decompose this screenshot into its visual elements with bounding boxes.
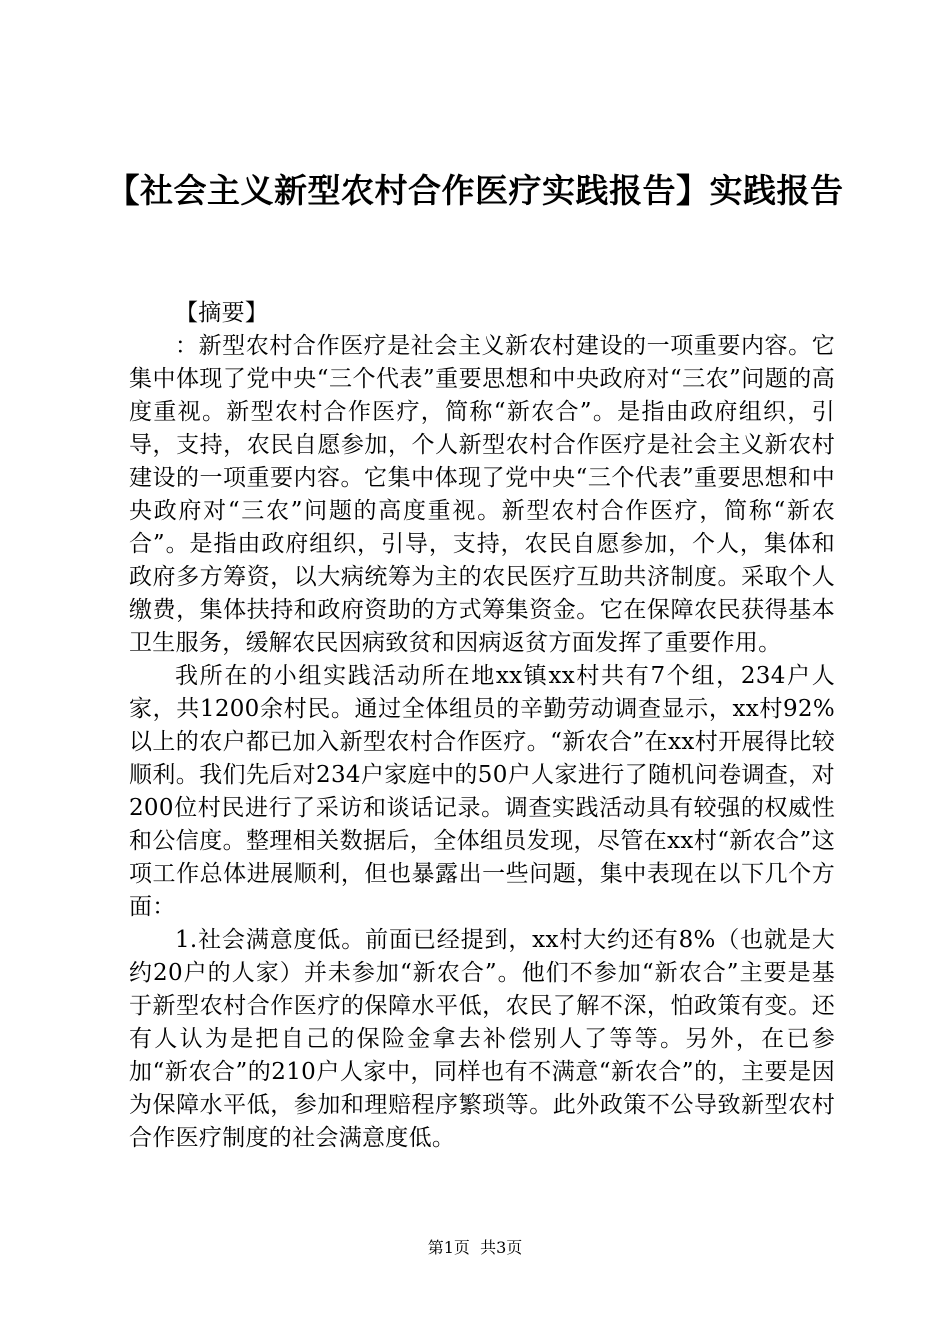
abstract-paragraph: ：新型农村合作医疗是社会主义新农村建设的一项重要内容。它集中体现了党中央“三个代表”重要思想和中央政府对“三农”问题的高度重视。新型农村合作医疗，简称“新农合”。是指由政府组织，引导，支持，农民自愿参加，个人新型农村合作医疗是社会主义新农村建设的一项重要内容。它集中体现了党中央“三个代表”重要思想和中央政府对“三农”问题的高度重视。新型农村合作医疗，简称“新农合”。是指由政府组织，引导，支持，农民自愿参加，个人，集体和政府多方筹资，以大病统筹为主的农民医疗互助共济制度。采取个人缴费，集体扶持和政府资助的方式筹集资金。它在保障农民获得基本卫生服务，缓解农民因病致贫和因病返贫方面发挥了重要作用。 [129,333,835,656]
abstract-heading: 【摘要】 [175,300,269,326]
document-body [129,297,835,1155]
page-number: 第1页 [427,1238,470,1257]
page-total: 共3页 [480,1238,523,1257]
issue-paragraph-1: 1.社会满意度低。前面已经提到，xx村大约还有8%（也就是大约20户的人家）并未参加“新农合”。他们不参加“新农合”主要是基于新型农村合作医疗的保障水平低，农民了解不深，怕政策有变。还有人认为是把自己的保险金拿去补偿别人了等等。另外，在已参加“新农合”的210户人家中，同样也有不满意“新农合”的，主要是因为保障水平低，参加和理赔程序繁琐等。此外政策不公导致新型农村合作医疗制度的社会满意度低。 [129,927,835,1151]
page-footer [0,1238,950,1258]
survey-paragraph: 我所在的小组实践活动所在地xx镇xx村共有7个组，234户人家，共1200余村民。通过全体组员的辛勤劳动调查显示，xx村92%以上的农户都已加入新型农村合作医疗。“新农合”在xx村开展得比较顺利。我们先后对234户家庭中的50户人家进行了随机问卷调查，对200位村民进行了采访和谈话记录。调查实践活动具有较强的权威性和公信度。整理相关数据后，全体组员发现，尽管在xx村“新农合”这项工作总体进展顺利，但也暴露出一些问题，集中表现在以下几个方面： [129,663,835,920]
document-title: 【社会主义新型农村合作医疗实践报告】实践报告 [106,171,844,210]
